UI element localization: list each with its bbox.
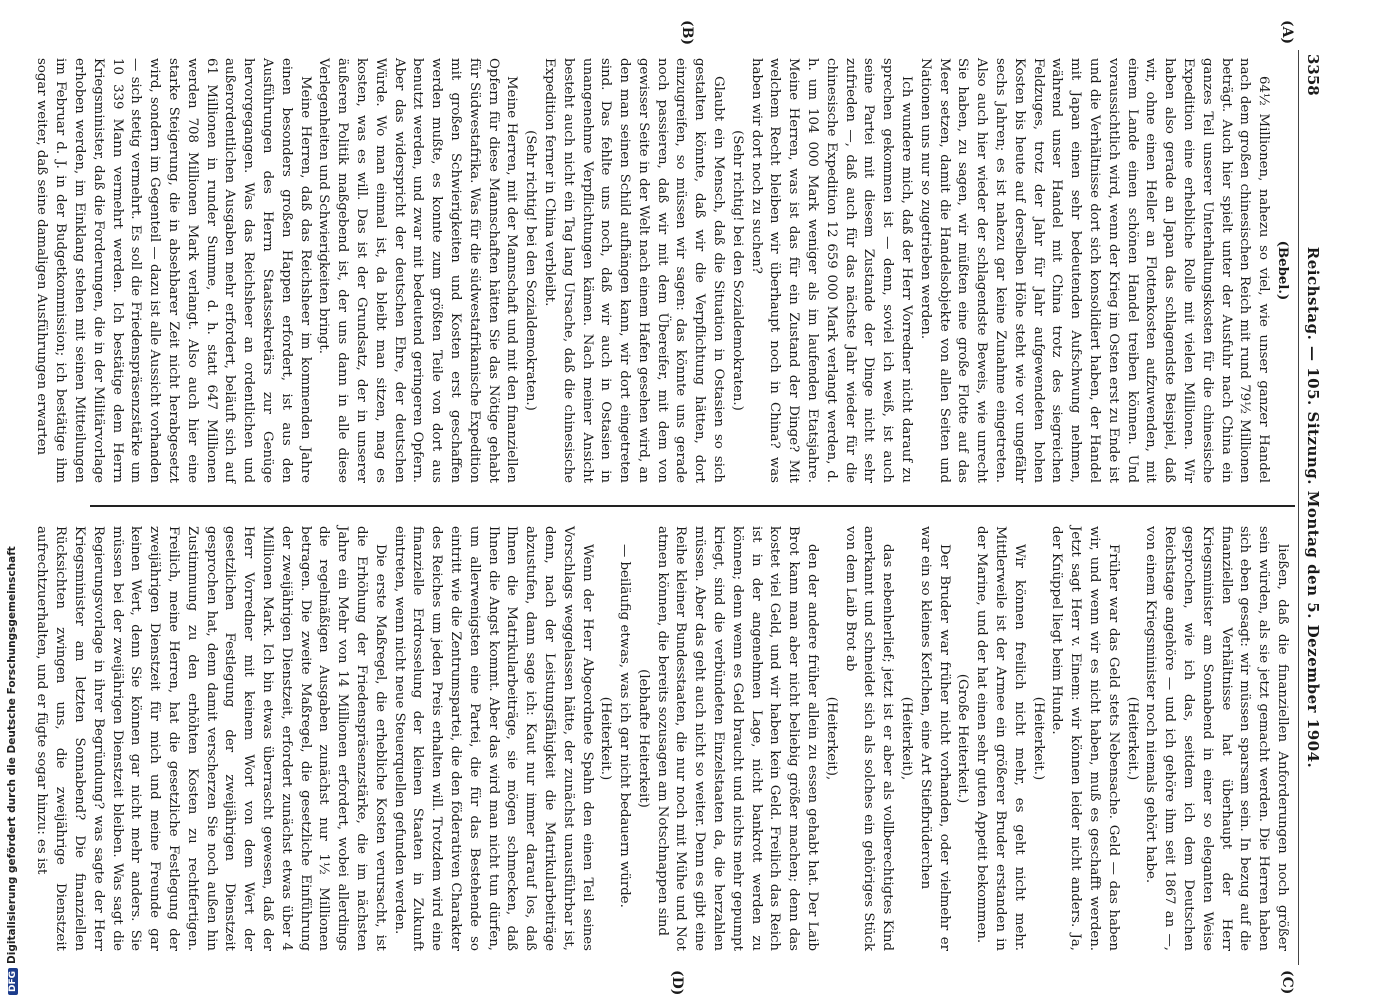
credit-text: Digitalisierung gefördert durch die Deutsche Forschungsgemeinschaft xyxy=(6,546,18,964)
paragraph: ließen, daß die finanziellen Anforderungen noch größer sein würden, als sie jetzt gemacht werden. Die Herren haben sich eben gesagt: wir müssen sparsam sein. In bezug auf die finanziellen Verhältnisse hat überhaupt der Herr Kriegsminister am Sonnabend in einer so eleganten Weise gesprochen, wie ich das, seitdem ich dem Deutschen Reichstage angehöre — und ich gehöre ihm seit 1867 an —, von einem Kriegsminister noch niemals gehört habe. xyxy=(1143,526,1290,951)
interjection: (Heiterkeit), xyxy=(899,696,915,781)
paragraph: Meine Herren, mit der Mannschaft und mit den finanziellen Opfern für diese Mannschaften hätten Sie das Nötige gehabt für Südwestafrika. Was für die südwestafrikanische Expedition mit großen Schwierigkeiten und Kosten erst geschaffen werden mußte, es konnte zum größten Teile von dort aus benutzt werden, und zwar mit bedeutend geringeren Opfern. Aber das widerspricht der deutschen Ehre, der deutschen Würde. Wo man einmal ist, da bleibt man sitzen, mag es kosten, was es will. Das ist der Grundsatz, der in unserer äußeren Politik maßgebend ist, der uns dann in alle diese Verlegenheiten und Schwierigkeiten bringt. xyxy=(316,58,520,484)
right-column xyxy=(34,526,1291,951)
paragraph: Wenn der Herr Abgeordnete Spahn den einen Teil seines Vorschlags weggelassen hätte, der zunächst unausführbar ist, denn, nach der Leistungsfähigkeit die Matrikularbeiträge abzustufen, dann sage ich: Kaut nur immer darauf los, daß Ihnen die Matrikularbeiträge, sie mögen schmecken, daß Ihnen die Angst kommt. Aber das wird man nicht tun dürfen, um allerwenigsten eine Partei, die für das Bestehende so eintritt wie die Zentrumspartei, die den föderativen Charakter des Reiches um jeden Preis erhalten will. Trotzdem wird eine finanzielle Erdrosselung der kleinen Staaten in Zukunft eintreten, wenn nicht neue Steuerquellen gefunden werden. xyxy=(391,526,595,951)
margin-marker-c: (C) xyxy=(1279,970,1295,995)
paragraph: Wir können freilich nicht mehr, es geht nicht mehr. Mittlerweile ist der Armee ein größerer Bruder erstanden in der Marine, und der hat einen sehr guten Appetit bekommen. xyxy=(974,526,1027,951)
left-column xyxy=(34,58,1291,484)
scanned-page xyxy=(34,20,1325,996)
interjection: (lebhafte Heiterkeit) xyxy=(635,669,651,808)
page-header xyxy=(1298,50,1325,965)
column-divider xyxy=(90,505,1295,507)
paragraph: 64½ Millionen, nahezu so viel, wie unser ganzer Handel nach dem großen chinesischen Reich mit rund 79½ Millionen beträgt. Auch hier spielt unter der Ausfuhr nach China ein ganzes Teil unserer Unterhaltungskosten für die chinesische Expedition eine erhebliche Rolle mit vielen Millionen. Wir haben also gerade an Japan das schlagendste Beispiel, daß wir, ohne einen Heller an Flottenkosten aufzuwenden, mit einem Lande einen schönen Handel treiben können. Und voraussichtlich wird, wenn der Krieg im Osten erst zu Ende ist und die Verhältnisse dort sich konsolidiert haben, der Handel mit Japan einen sehr bedeutenden Aufschwung nehmen, während unser Handel mit China trotz des siegreichen Feldzuges, trotz der Jahr für Jahr aufgewendeten hohen Kosten bis heute auf derselben Höhe steht wie vor ungefähr sechs Jahren; es ist nahezu gar keine Zunahme eingetreten. Also auch hier wieder der schlagendste Beweis, wie unrecht Sie haben, zu sagen, wir müßten eine große Flotte auf das Meer setzen, damit die Handelsobjekte von allen Seiten und Nationen uns nur so zugetrieben werden. xyxy=(917,58,1272,483)
speaker-label: (Bebel.) xyxy=(1275,240,1290,301)
paragraph: Der Bruder war früher nicht vorhanden, oder vielmehr er war ein so kleines Kerlchen, eine Art Stiefbrüderchen xyxy=(917,526,952,951)
margin-marker-d: (D) xyxy=(669,970,685,996)
page-number: 3358 xyxy=(1304,54,1322,96)
interjection: (Heiterkeit.) xyxy=(1124,696,1140,781)
interjection: (Heiterkeit.) xyxy=(1030,696,1046,781)
paragraph: Ich wundere mich, daß der Herr Vorredner nicht darauf zu sprechen gekommen ist — denn, soviel ich weiß, ist auch seine Partei mit diesem Zustande der Dinge nicht sehr zufrieden —, daß auch für das nächste Jahr wieder für die chinesische Expedition 12 659 000 Mark verlangt werden, d. h. um 104 000 Mark weniger als im laufenden Etatsjahre. Meine Herren, was ist das für ein Zustand der Dinge? Mit welchem Recht bleiben wir überhaupt noch in China? was haben wir dort noch zu suchen? xyxy=(748,58,915,483)
margin-marker-b: (B) xyxy=(679,20,695,46)
digitization-credit xyxy=(6,546,18,995)
interjection: (Heiterkeit), xyxy=(823,696,839,781)
margin-marker-a: (A) xyxy=(1279,20,1295,45)
paragraph: — beiläufig etwas, was ich gar nicht bedauern würde. xyxy=(617,544,633,908)
dfg-logo: DFG xyxy=(8,968,18,995)
paragraph: Meine Herren, daß das Reichsheer im kommenden Jahre einen besonders großen Happen erfordert, ist aus den Ausführungen des Herrn Staatssekretärs zur Genüge hervorgegangen. Was das Reichsheer an ordentlichen und außerordentlichen Ausgaben mehr erfordert, beläuft sich auf 61 Millionen in runder Summe, d. h. statt 647 Millionen werden 708 Millionen Mark verlangt. Also auch hier eine starke Steigerung, die in absehbarer Zeit nicht herabgesetzt wird, sondern im Gegenteil — dazu ist alle Aussicht vorhanden — sich stetig vermehrt. Es soll die Friedenspräsenzstärke um 10 339 Mann vermehrt werden. Ich bestätige dem Herrn Kriegsminister, daß die Forderungen, die in der Militärvorlage erhoben werden, im Einklang stehen mit seinen Mitteilungen im Februar d. J. in der Budgetkommission; ich bestätige ihm sogar weiter, daß seine damaligen Ausführungen erwarten xyxy=(34,58,313,483)
paragraph: Glaubt ein Mensch, daß die Situation in Ostasien so sich gestalten könnte, daß wir die Verpflichtung hätten, dort einzugreifen, so müssen wir sagen: das könnte uns gerade noch passieren, daß wir mit dem Übereifer, mit dem von gewisser Seite in der Welt nach einem Hafen gesehen wird, an den man seinen Schild aufhängen kann, wir dort eingetreten sind. Das fehlte uns noch, daß wir auch in Ostasien in unangenehme Verpflichtungen kämen. Nach meiner Ansicht besteht auch nicht ein Tag lang Ursache, daß die chinesische Expedition ferner in China verbleibt. xyxy=(541,58,727,483)
interjection: (Sehr richtig! bei den Sozialdemokraten.) xyxy=(729,130,745,411)
paragraph: den der andere früher allein zu essen gehabt hat. Der Laib Brot kann man aber nicht beliebig größer machen; denn das kostet viel Geld, und wir haben kein Geld. Freilich das Reich ist in der angenehmen Lage, nicht bankrott werden zu können; denn wenn es Geld braucht und nichts mehr gepumpt kriegt, sind die verbündeten Einzelstaaten da, die herzahlen müssen. Aber das geht auch nicht so weiter. Denn es gibt eine Reihe kleiner Bundesstaaten, die nur noch mit Mühe und Not atmen können, die bereits sozusagen am Notschnappen sind xyxy=(654,526,821,951)
paragraph: Früher war das Geld stets Nebensache. Geld — das haben wir, und wenn wir es nicht haben, muß es geschafft werden. Jetzt sagt Herr v. Einem: wir können leider nicht anders. Ja, der Knüppel liegt beim Hunde. xyxy=(1049,526,1121,951)
interjection: (Heiterkeit.) xyxy=(598,696,614,781)
paragraph: das nebenherlief; jetzt ist er aber als vollberechtigtes Kind anerkannt und schneidet sich als solches ein gehöriges Stück von dem Laib Brot ab xyxy=(842,526,896,951)
interjection: (Große Heiterkeit.) xyxy=(955,673,971,804)
page-title: Reichstag. — 105. Sitzung. Montag den 5. Dezember 1904. xyxy=(1304,246,1322,769)
paragraph: Die erste Maßregel, die erhebliche Kosten verursacht, ist die Erhöhung der Friedenspräsenzstärke, die im nächsten Jahre ein Mehr von 14 Millionen erfordert, wobei allerdings die regelmäßigen Ausgaben zunächst nur 1½ Millionen betragen. Die zweite Maßregel, die gesetzliche Einführung der zweijährigen Dienstzeit, erfordert zunächst etwas über 4 Millionen Mark. Ich bin etwas überrascht gewesen, daß der Herr Vorredner mit keinem Wort von dem Wert der gesetzlichen Festlegung der zweijährigen Dienstzeit gesprochen hat, denn damit verscherzen Sie noch außen hin Zustimmung zu den erhöhten Kosten zu rechtfertigen. Freilich, meine Herren, hat die gesetzliche Festlegung der zweijährigen Dienstzeit für mich und meine Freunde gar keinen Wert, denn Sie können gar nicht mehr anders. Sie müssen bei der zweijährigen Dienstzeit bleiben. Was sagt die Regierungsvorlage in ihrer Begründung? was sagte der Herr Kriegsminister am letzten Sonnabend? Die finanziellen Rücksichten zwingen uns, die zweijährige Dienstzeit aufrechtzuerhalten, und er fügte sogar hinzu: es ist xyxy=(34,526,388,951)
interjection: (Sehr richtig! bei den Sozialdemokraten.) xyxy=(523,130,539,411)
